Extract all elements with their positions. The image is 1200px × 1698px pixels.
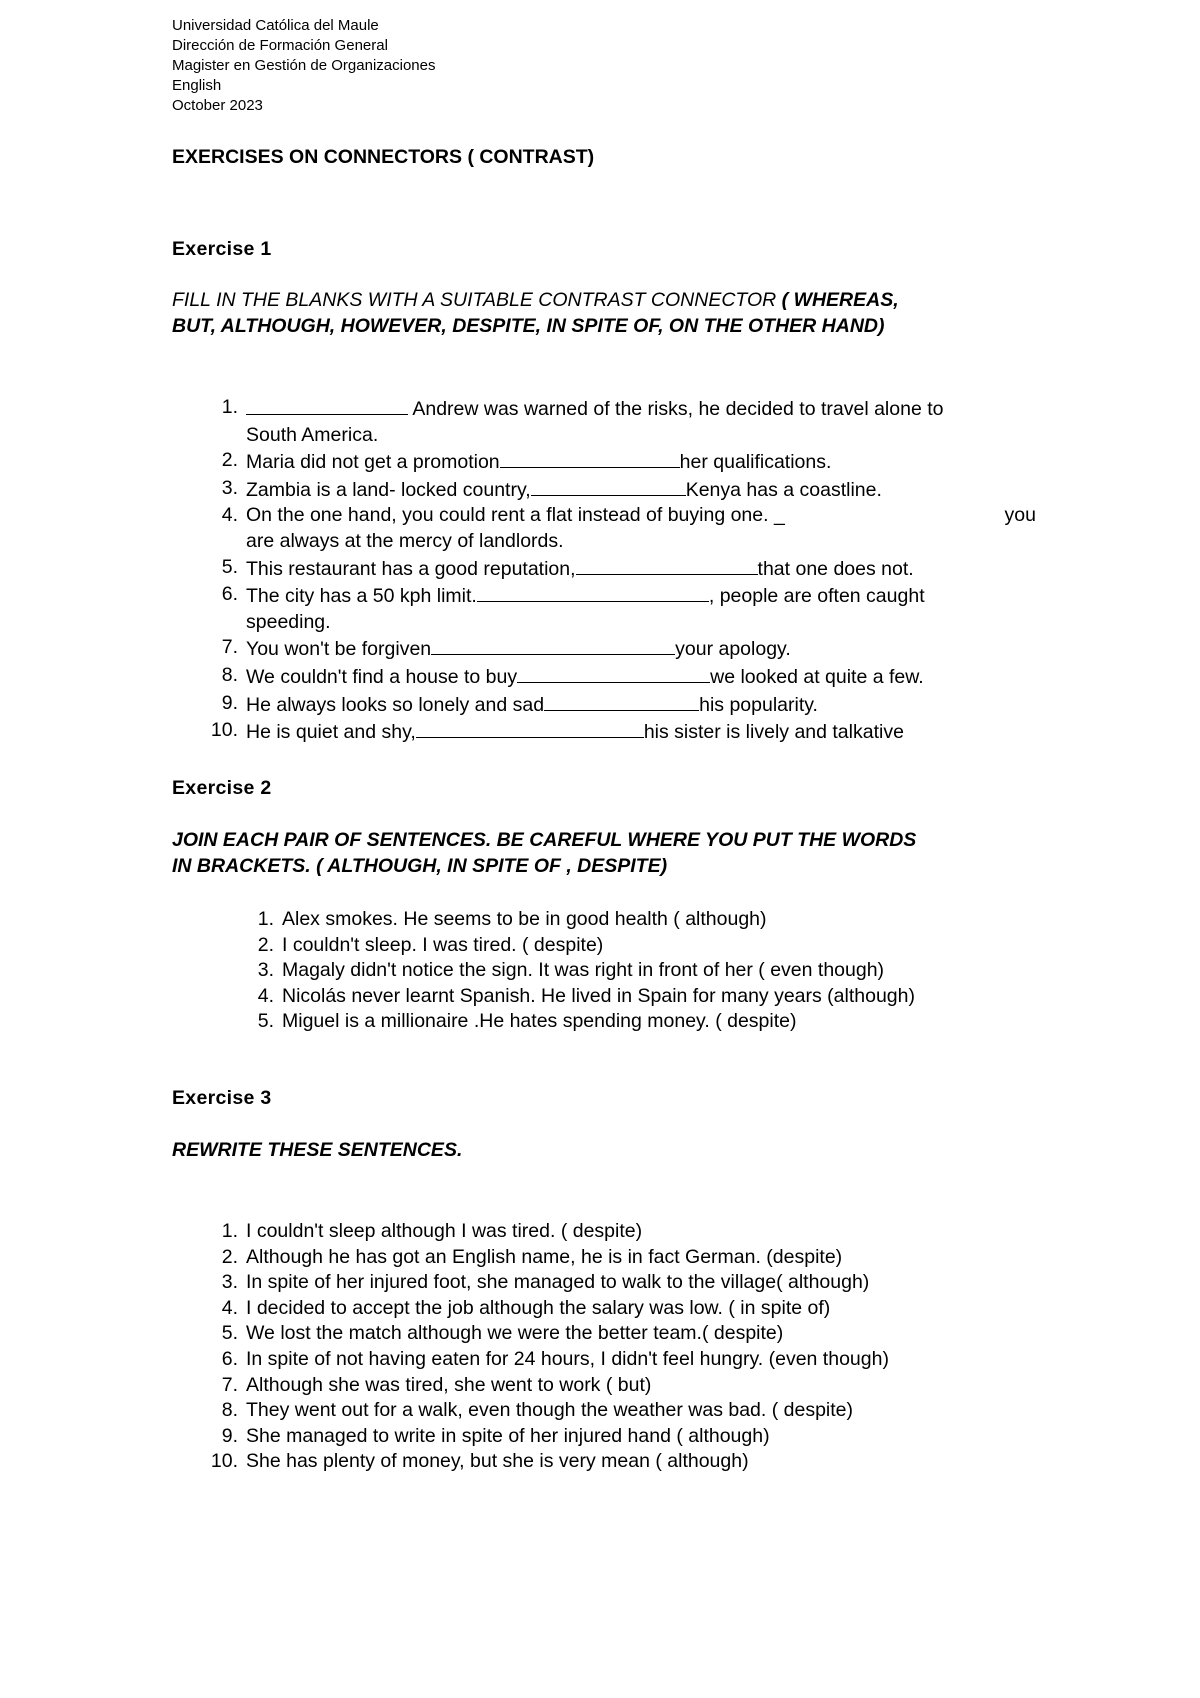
item-text-continued: are always at the mercy of landlords. <box>246 529 564 552</box>
item-number: 10. <box>210 719 238 742</box>
item-number: 2. <box>221 1245 238 1268</box>
answer-blank[interactable] <box>517 663 710 683</box>
item-text-continued: South America. <box>246 423 379 446</box>
exercise-2-list <box>257 907 915 1035</box>
item-number: 4. <box>221 504 238 527</box>
header-university: Universidad Católica del Maule <box>172 17 379 34</box>
item-text: Although she was tired, she went to work ( but) <box>246 1373 652 1396</box>
item-text: We lost the match although we were the better team.( despite) <box>246 1322 784 1345</box>
item-text: you <box>1004 504 1036 527</box>
exercise-3-list <box>210 1219 889 1475</box>
item-number: 2. <box>257 933 274 956</box>
list-item <box>210 1449 889 1475</box>
list-item <box>221 1245 889 1271</box>
item-text: Miguel is a millionaire .He hates spending money. ( despite) <box>282 1010 797 1033</box>
item-text: She has plenty of money, but she is very mean ( although) <box>246 1450 749 1473</box>
item-number: 3. <box>221 1271 238 1294</box>
list-item <box>210 718 1036 746</box>
item-text: On the one hand, you could rent a flat instead of buying one. _ <box>246 504 785 527</box>
item-number: 1. <box>257 908 274 930</box>
exercise-1-instr-bold: ( WHEREAS, <box>776 289 899 311</box>
item-text: In spite of not having eaten for 24 hours, I didn't feel hungry. (even though) <box>246 1347 889 1370</box>
item-text: Although he has got an English name, he is in fact German. (despite) <box>246 1245 843 1268</box>
item-text: I couldn't sleep although I was tired. ( despite) <box>246 1220 643 1242</box>
list-item <box>221 1219 889 1245</box>
exercise-2-instr-line2: IN BRACKETS. ( ALTHOUGH, IN SPITE OF , DESPITE) <box>172 855 668 877</box>
header-program: Magister en Gestión de Organizaciones <box>172 57 436 74</box>
item-text: we looked at quite a few. <box>710 665 924 688</box>
item-text: The city has a 50 kph limit. <box>246 585 477 608</box>
list-item <box>221 395 1036 448</box>
header-date: October 2023 <box>172 97 263 114</box>
exercise-2-heading: Exercise 2 <box>172 777 272 799</box>
item-text: He is quiet and shy, <box>246 721 416 744</box>
exercise-1-heading: Exercise 1 <box>172 238 272 260</box>
answer-blank[interactable] <box>576 555 758 575</box>
exercise-1-list <box>210 395 1036 746</box>
item-number: 9. <box>221 1424 238 1447</box>
answer-blank[interactable] <box>431 635 675 655</box>
list-item <box>221 1270 889 1296</box>
item-text: , people are often caught <box>708 585 925 608</box>
exercise-1-instructions <box>172 287 899 339</box>
item-text: Maria did not get a promotion <box>246 451 500 474</box>
item-text: You won't be forgiven <box>246 638 432 661</box>
item-text: We couldn't find a house to buy <box>246 665 518 688</box>
item-number: 6. <box>221 1347 238 1370</box>
answer-blank[interactable] <box>416 718 644 738</box>
item-text: Zambia is a land- locked country, <box>246 478 531 501</box>
item-number: 9. <box>221 691 238 714</box>
list-item <box>221 1347 889 1373</box>
answer-blank[interactable] <box>500 448 680 468</box>
answer-blank[interactable] <box>544 691 699 711</box>
list-item <box>221 1424 889 1450</box>
exercise-1-instr-italic: FILL IN THE BLANKS WITH A SUITABLE CONTRAST CONNECTOR <box>172 289 777 311</box>
item-number: 3. <box>257 959 274 982</box>
exercise-3-heading: Exercise 3 <box>172 1087 272 1109</box>
item-text: He always looks so lonely and sad <box>246 693 545 716</box>
list-item <box>221 503 1036 554</box>
item-text: Kenya has a coastline. <box>685 478 882 501</box>
item-number: 1. <box>221 1220 238 1242</box>
exercise-2-instr-line1: JOIN EACH PAIR OF SENTENCES. BE CAREFUL WHERE YOU PUT THE WORDS <box>172 829 917 851</box>
list-item <box>257 958 915 984</box>
header-department: Dirección de Formación General <box>172 37 388 54</box>
answer-blank[interactable] <box>246 395 408 415</box>
item-text: Alex smokes. He seems to be in good health ( although) <box>282 908 767 930</box>
item-text: that one does not. <box>757 557 914 580</box>
list-item <box>221 555 1036 583</box>
answer-blank[interactable] <box>477 582 709 602</box>
item-number: 10. <box>210 1450 238 1473</box>
item-number: 8. <box>221 1399 238 1422</box>
list-item <box>221 582 1036 635</box>
exercise-1-instr-line2: BUT, ALTHOUGH, HOWEVER, DESPITE, IN SPITE OF, ON THE OTHER HAND) <box>172 315 885 337</box>
list-item <box>221 448 1036 476</box>
item-number: 3. <box>221 476 238 499</box>
item-text: In spite of her injured foot, she managed to walk to the village( although) <box>246 1271 870 1294</box>
item-text: I couldn't sleep. I was tired. ( despite) <box>282 933 604 956</box>
page-title: EXERCISES ON CONNECTORS ( CONTRAST) <box>172 146 595 168</box>
exercise-3-instructions: REWRITE THESE SENTENCES. <box>172 1139 463 1161</box>
item-text: She managed to write in spite of her injured hand ( although) <box>246 1424 770 1447</box>
item-text: This restaurant has a good reputation, <box>246 557 576 580</box>
item-number: 8. <box>221 663 238 686</box>
item-text: Andrew was warned of the risks, he decided to travel alone to <box>408 398 944 420</box>
list-item <box>221 1373 889 1399</box>
item-text: his popularity. <box>699 693 818 716</box>
list-item <box>221 476 1036 504</box>
list-item <box>221 1321 889 1347</box>
exercise-2-instructions <box>172 827 916 879</box>
list-item <box>221 1398 889 1424</box>
list-item <box>257 1009 915 1035</box>
document-header <box>172 16 435 116</box>
item-text: They went out for a walk, even though the weather was bad. ( despite) <box>246 1399 854 1422</box>
list-item <box>221 691 1036 719</box>
answer-blank[interactable] <box>531 476 686 496</box>
item-text: his sister is lively and talkative <box>643 721 904 744</box>
item-number: 7. <box>221 1373 238 1396</box>
item-text: your apology. <box>675 638 791 661</box>
list-item <box>257 907 915 933</box>
item-number: 1. <box>221 396 238 418</box>
item-text: Magaly didn't notice the sign. It was right in front of her ( even though) <box>282 959 885 982</box>
item-text: her qualifications. <box>679 451 832 474</box>
item-text: Nicolás never learnt Spanish. He lived in Spain for many years (although) <box>282 984 915 1007</box>
list-item <box>257 933 915 959</box>
item-number: 5. <box>221 555 238 578</box>
item-text-continued: speeding. <box>246 610 331 633</box>
item-number: 4. <box>257 984 274 1007</box>
list-item <box>221 1296 889 1322</box>
item-number: 7. <box>221 636 238 659</box>
list-item <box>221 635 1036 663</box>
item-number: 5. <box>221 1322 238 1345</box>
item-number: 5. <box>257 1010 274 1033</box>
header-subject: English <box>172 77 222 94</box>
list-item <box>257 984 915 1010</box>
item-text: I decided to accept the job although the salary was low. ( in spite of) <box>246 1296 831 1319</box>
item-number: 2. <box>221 449 238 472</box>
item-number: 4. <box>221 1296 238 1319</box>
item-number: 6. <box>221 583 238 606</box>
list-item <box>221 663 1036 691</box>
